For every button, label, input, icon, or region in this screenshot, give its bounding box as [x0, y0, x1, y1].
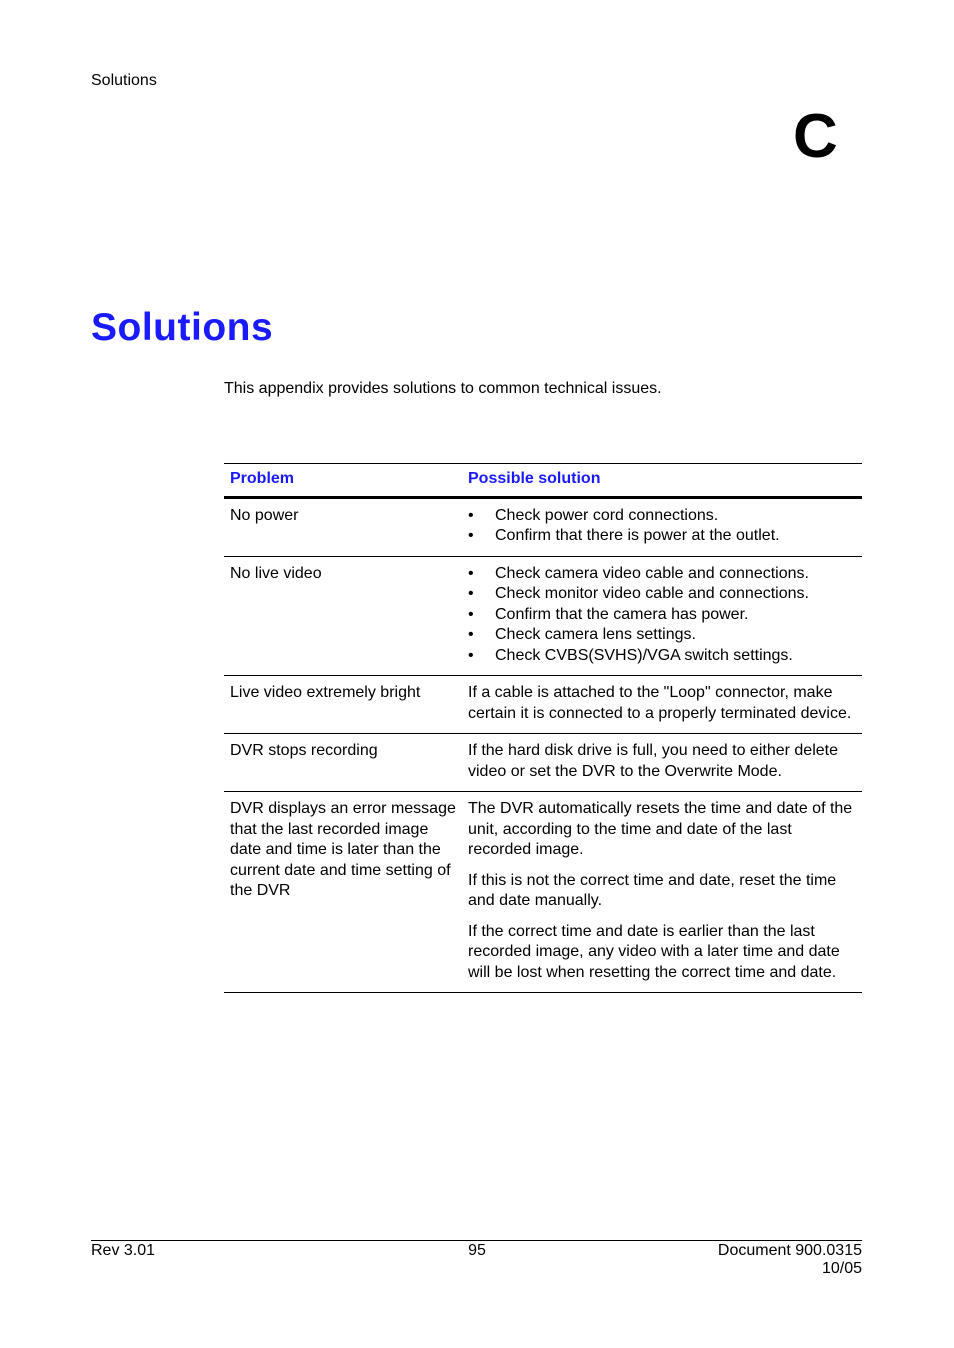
bullet-icon: •: [468, 527, 474, 544]
footer-revision: Rev 3.01: [91, 1242, 156, 1259]
list-item-text: Check CVBS(SVHS)/VGA switch settings.: [495, 646, 793, 664]
list-item-text: Confirm that the camera has power.: [495, 605, 749, 623]
list-item-text: Confirm that there is power at the outlet.: [495, 527, 780, 544]
list-item-text: Check power cord connections.: [495, 506, 719, 524]
list-item-text: Check camera video cable and connections.: [495, 564, 809, 582]
problem-cell: DVR stops recording: [224, 734, 462, 792]
footer-page-number: 95: [468, 1242, 486, 1259]
solution-list: [468, 564, 856, 667]
list-item-text: Check camera lens settings.: [495, 626, 696, 643]
list-item: [468, 506, 856, 527]
bullet-icon: •: [468, 626, 474, 643]
page-title: Solutions: [91, 306, 274, 349]
solution-paragraph: If the correct time and date is earlier than the last recorded image, any video with a later time and date will be lost when resetting the correct time and date.: [468, 922, 840, 981]
bullet-icon: •: [468, 605, 474, 623]
table-row: [224, 556, 862, 676]
solution-cell: [462, 676, 862, 734]
table-row: [224, 497, 862, 556]
solution-cell: [462, 792, 862, 993]
running-header: Solutions: [91, 72, 157, 89]
column-header-problem: Problem: [224, 464, 462, 498]
bullet-icon: •: [468, 564, 474, 582]
problem-cell: No power: [224, 497, 462, 556]
solution-cell: [462, 734, 862, 792]
footer-divider: [91, 1240, 862, 1241]
table-row: [224, 734, 862, 792]
footer-document-number: Document 900.0315: [717, 1242, 862, 1259]
list-item: [468, 526, 856, 547]
list-item: [468, 584, 856, 605]
bullet-icon: •: [468, 506, 474, 524]
bullet-icon: •: [468, 646, 474, 664]
solution-cell: [462, 556, 862, 676]
problem-cell: Live video extremely bright: [224, 676, 462, 734]
problem-cell: DVR displays an error message that the last recorded image date and time is later than the current date and time setting of the DVR: [224, 792, 462, 993]
solution-cell: [462, 497, 862, 556]
table-row: [224, 676, 862, 734]
list-item: [468, 646, 856, 667]
list-item: [468, 564, 856, 585]
solution-paragraph: If the hard disk drive is full, you need to either delete video or set the DVR to the Overwrite Mode.: [468, 742, 838, 780]
bullet-icon: •: [468, 585, 474, 602]
solution-paragraph: If a cable is attached to the "Loop" connector, make certain it is connected to a properly terminated device.: [468, 684, 852, 722]
table-row: [224, 792, 862, 993]
solution-paragraph: The DVR automatically resets the time and date of the unit, according to the time and date of the last recorded image.: [468, 800, 853, 858]
column-header-solution: Possible solution: [462, 464, 862, 498]
list-item: [468, 625, 856, 646]
solution-paragraph: If this is not the correct time and date, reset the time and date manually.: [468, 871, 837, 909]
solution-list: [468, 506, 856, 547]
appendix-letter: C: [793, 102, 838, 171]
intro-text: This appendix provides solutions to common technical issues.: [224, 380, 662, 397]
footer-date: 10/05: [821, 1259, 862, 1277]
table-header-row: [224, 464, 862, 498]
footer-document-info: [718, 1242, 862, 1277]
problem-cell: No live video: [224, 556, 462, 676]
list-item: [468, 605, 856, 626]
list-item-text: Check monitor video cable and connections.: [495, 585, 809, 602]
solutions-table: [224, 463, 862, 993]
